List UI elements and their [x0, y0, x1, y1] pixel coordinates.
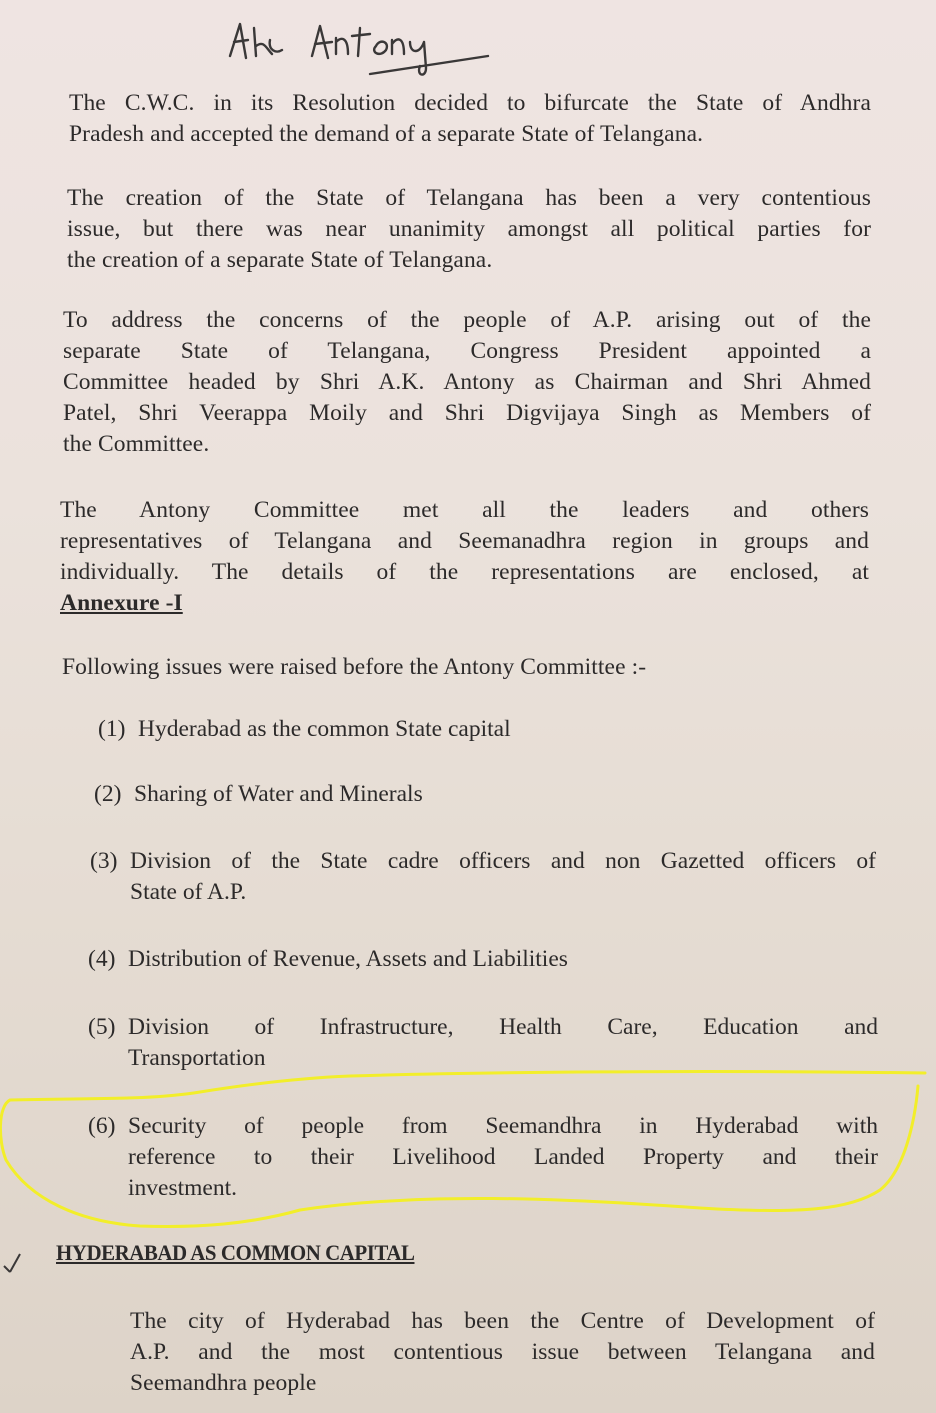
issue-item-4 [88, 944, 874, 975]
text-line: To address the concerns of the people of A.P. arising out of the [63, 307, 871, 333]
text-line: The C.W.C. in its Resolution decided to bifurcate the State of Andhra [69, 90, 871, 116]
issue-text: Hyderabad as the common State capital [138, 716, 511, 742]
text-line: Committee headed by Shri A.K. Antony as Chairman and Shri Ahmed [63, 369, 871, 395]
text-line: Pradesh and accepted the demand of a separate State of Telangana. [69, 121, 704, 147]
check-mark-icon [0, 1244, 26, 1274]
issue-number: (2) [94, 781, 122, 807]
text-line: the Committee. [63, 431, 210, 457]
text-line: Patel, Shri Veerappa Moily and Shri Digvijaya Singh as Members of [63, 400, 871, 426]
issue-number: (6) [88, 1113, 116, 1139]
paragraph-issues-intro [62, 652, 862, 683]
text-line: Following issues were raised before the Antony Committee :- [62, 654, 647, 680]
issue-number: (5) [88, 1014, 116, 1040]
paragraph-committee [63, 305, 871, 460]
issue-text: Division of the State cadre officers and non Gazetted officers of [130, 848, 876, 874]
text-line: the creation of a separate State of Telangana. [67, 247, 493, 273]
issue-text: Distribution of Revenue, Assets and Liabilities [128, 946, 568, 972]
paragraph-resolution [69, 88, 871, 150]
text-line: Seemandhra people [130, 1370, 317, 1396]
paragraph-antony-committee [60, 495, 869, 619]
paragraph-hyderabad [130, 1306, 875, 1399]
issue-item-1 [98, 714, 870, 745]
text-line: representatives of Telangana and Seemanadhra region in groups and [60, 528, 869, 554]
handwritten-signature [220, 10, 510, 82]
issue-text: Division of Infrastructure, Health Care, Education and [128, 1014, 878, 1040]
issue-item-2 [94, 779, 870, 810]
issue-text: Sharing of Water and Minerals [134, 781, 423, 807]
text-line: issue, but there was near unanimity amongst all political parties for [67, 216, 871, 242]
issue-text: Security of people from Seemandhra in Hyderabad with [128, 1113, 878, 1139]
text-line: separate State of Telangana, Congress President appointed a [63, 338, 871, 364]
issue-item-5 [88, 1012, 878, 1074]
issue-item-6 [88, 1111, 878, 1204]
issue-text: State of A.P. [130, 879, 247, 905]
issue-number: (4) [88, 946, 116, 972]
issue-number: (1) [98, 716, 126, 742]
annexure-link[interactable]: Annexure -I [60, 590, 183, 616]
text-line: individually. The details of the representations are enclosed, at [60, 559, 869, 585]
paragraph-creation [67, 183, 871, 276]
section-heading: HYDERABAD AS COMMON CAPITAL [56, 1240, 415, 1265]
text-line: The city of Hyderabad has been the Centre of Development of [130, 1308, 875, 1334]
text-line: The creation of the State of Telangana has been a very contentious [67, 185, 871, 211]
text-line: The Antony Committee met all the leaders and others [60, 497, 869, 523]
issue-text: reference to their Livelihood Landed Property and their [128, 1144, 878, 1170]
issue-text: Transportation [128, 1045, 266, 1071]
issue-text: investment. [128, 1175, 237, 1201]
issue-number: (3) [90, 848, 118, 874]
issue-item-3 [90, 846, 876, 908]
text-line: A.P. and the most contentious issue between Telangana and [130, 1339, 875, 1365]
